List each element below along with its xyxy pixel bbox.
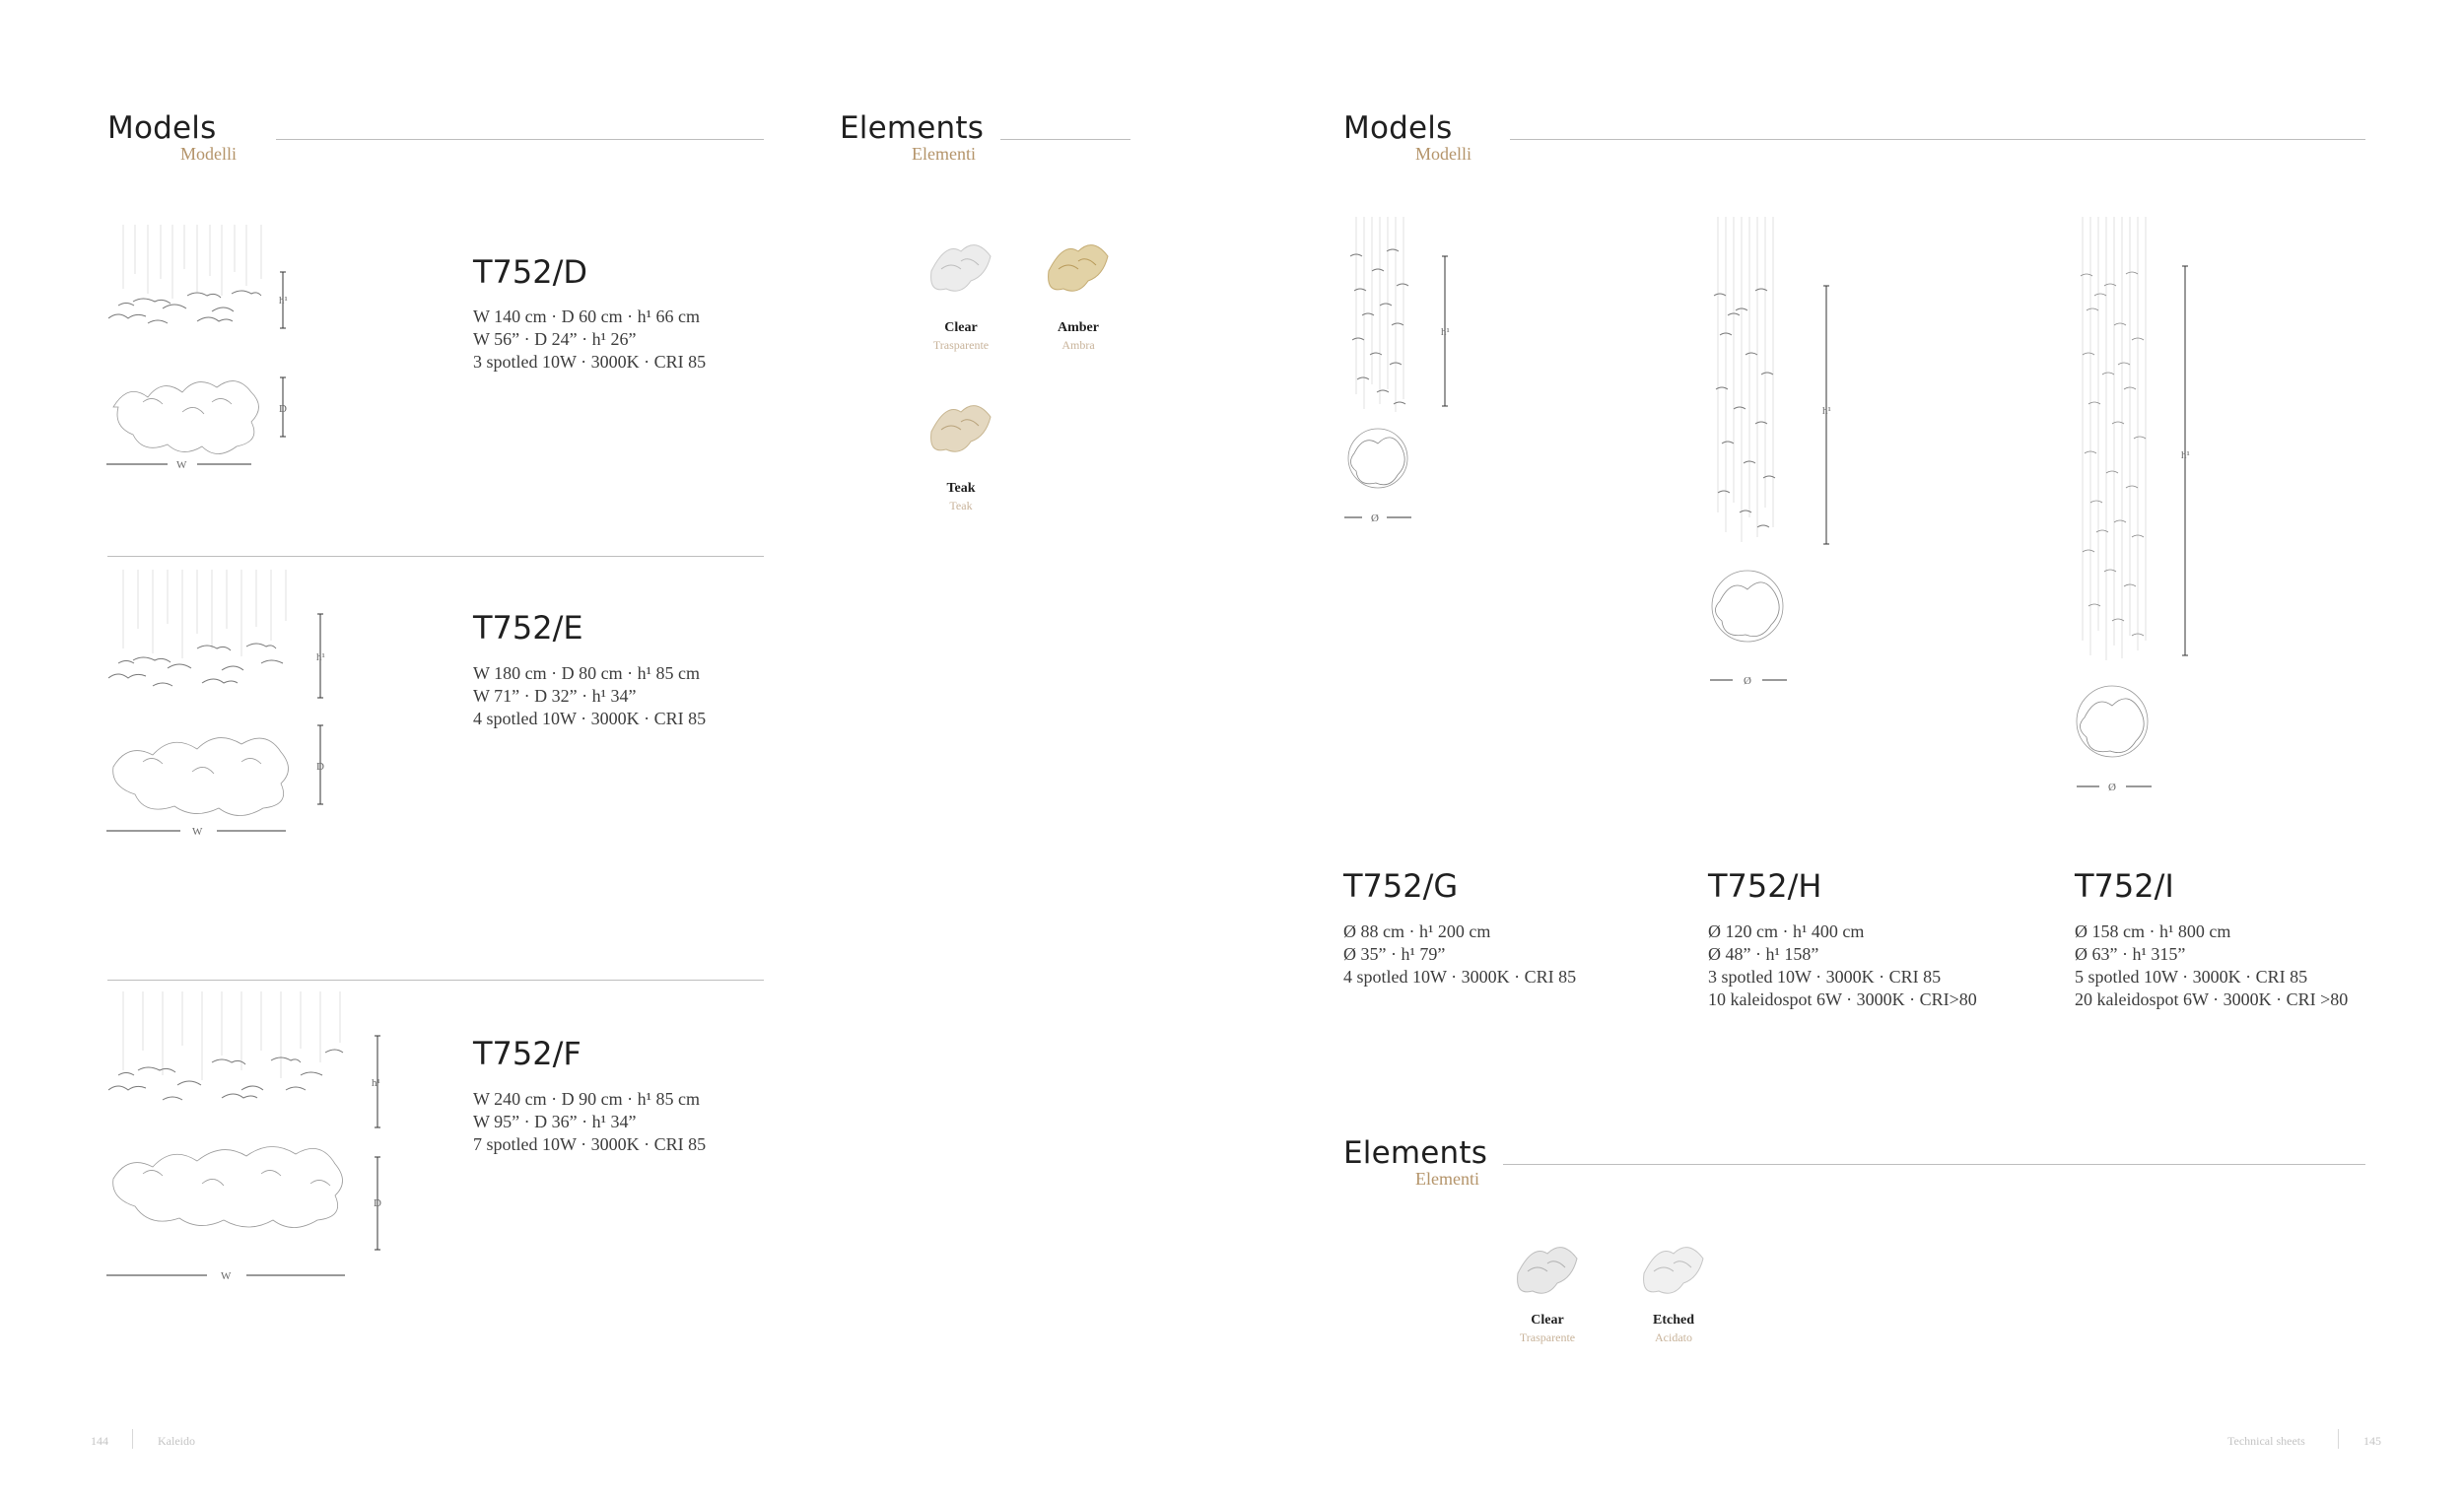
spec-line: Ø 120 cm · h¹ 400 cm [1708, 921, 1865, 941]
model-code: T752/F [473, 1035, 582, 1072]
model-specs [2075, 920, 2348, 1011]
element-name: Teak [946, 481, 976, 496]
svg-text:h¹: h¹ [1822, 405, 1831, 417]
svg-text:W: W [176, 459, 187, 471]
spec-line: 10 kaleidospot 6W · 3000K · CRI>80 [1708, 989, 1977, 1009]
model-specs [473, 662, 706, 730]
svg-text:Ø: Ø [1371, 512, 1379, 524]
model-code: T752/E [473, 609, 583, 647]
footer-title-right: Technical sheets [2227, 1434, 2305, 1448]
model-code: T752/D [473, 253, 588, 291]
element-name: Amber [1058, 320, 1099, 335]
spec-line: Ø 63” · h¹ 315” [2075, 944, 2186, 964]
model-d-drawing [103, 225, 301, 481]
leaf-element-icon [1044, 241, 1113, 306]
models-rule-right [1510, 139, 2365, 140]
spec-line: 7 spotled 10W · 3000K · CRI 85 [473, 1134, 707, 1154]
models-title-left: Models [107, 110, 217, 146]
svg-text:W: W [221, 1270, 232, 1282]
svg-text:h¹: h¹ [2181, 449, 2190, 461]
model-g-drawing [1342, 217, 1461, 532]
model-f-drawing [103, 991, 399, 1287]
spec-line: W 95” · D 36” · h¹ 34” [473, 1112, 637, 1131]
svg-text:W: W [192, 826, 203, 838]
spec-line: 4 spotled 10W · 3000K · CRI 85 [473, 709, 707, 728]
models-rule-left [276, 139, 764, 140]
elements-rule-right [1503, 1164, 2365, 1165]
model-e-drawing [103, 570, 340, 846]
models-title-right: Models [1343, 110, 1453, 146]
models-subtitle-right: Modelli [1415, 144, 1472, 164]
svg-text:h¹: h¹ [279, 295, 288, 307]
leaf-element-icon [926, 402, 995, 466]
svg-text:h¹: h¹ [372, 1077, 380, 1089]
spec-line: 3 spotled 10W · 3000K · CRI 85 [473, 352, 707, 372]
model-code: T752/H [1708, 867, 1822, 905]
spec-line: W 71” · D 32” · h¹ 34” [473, 686, 637, 706]
spec-line: Ø 158 cm · h¹ 800 cm [2075, 921, 2231, 941]
separator-rule [107, 980, 764, 981]
svg-text:h¹: h¹ [1441, 326, 1450, 338]
elements-rule-left [1000, 139, 1130, 140]
model-specs [1343, 920, 1576, 989]
leaf-element-icon [926, 241, 995, 306]
spec-line: 4 spotled 10W · 3000K · CRI 85 [1343, 967, 1577, 987]
footer-title-left: Kaleido [158, 1434, 195, 1448]
model-specs [1708, 920, 1977, 1011]
spec-line: W 56” · D 24” · h¹ 26” [473, 329, 637, 349]
page-number-left: 144 [91, 1434, 108, 1448]
spec-line: Ø 88 cm · h¹ 200 cm [1343, 921, 1491, 941]
elements-title-right: Elements [1343, 1135, 1488, 1171]
elements-title-left: Elements [840, 110, 985, 146]
spec-line: Ø 35” · h¹ 79” [1343, 944, 1446, 964]
separator-rule [107, 556, 764, 557]
leaf-element-icon [1639, 1244, 1708, 1308]
element-subname: Acidato [1655, 1330, 1692, 1344]
elements-subtitle-right: Elementi [1415, 1169, 1479, 1189]
spec-line: 5 spotled 10W · 3000K · CRI 85 [2075, 967, 2308, 987]
spec-line: 20 kaleidospot 6W · 3000K · CRI >80 [2075, 989, 2349, 1009]
model-specs [473, 306, 706, 374]
footer-divider [2338, 1429, 2339, 1449]
element-name: Clear [944, 320, 978, 335]
svg-text:Ø: Ø [2108, 782, 2116, 793]
svg-text:D: D [374, 1197, 381, 1209]
model-h-drawing [1708, 217, 1846, 690]
model-code: T752/G [1343, 867, 1459, 905]
model-code: T752/I [2075, 867, 2174, 905]
element-subname: Trasparente [932, 338, 990, 352]
model-specs [473, 1088, 706, 1156]
elements-subtitle-left: Elementi [912, 144, 976, 164]
spec-line: Ø 48” · h¹ 158” [1708, 944, 1819, 964]
leaf-element-icon [1513, 1244, 1582, 1308]
element-subname: Teak [949, 499, 973, 512]
element-name: Clear [1531, 1313, 1564, 1328]
spec-line: W 180 cm · D 80 cm · h¹ 85 cm [473, 663, 701, 683]
element-name: Etched [1653, 1313, 1694, 1328]
model-i-drawing [2075, 217, 2213, 798]
element-subname: Trasparente [1519, 1330, 1576, 1344]
models-subtitle-left: Modelli [180, 144, 237, 164]
element-subname: Ambra [1061, 338, 1095, 352]
spec-line: 3 spotled 10W · 3000K · CRI 85 [1708, 967, 1942, 987]
svg-text:D: D [316, 761, 324, 773]
svg-text:D: D [279, 403, 287, 415]
svg-text:h¹: h¹ [316, 651, 325, 663]
page-number-right: 145 [2363, 1434, 2381, 1448]
svg-text:Ø: Ø [1744, 675, 1751, 687]
footer-divider [132, 1429, 133, 1449]
spec-line: W 140 cm · D 60 cm · h¹ 66 cm [473, 307, 701, 326]
spec-line: W 240 cm · D 90 cm · h¹ 85 cm [473, 1089, 701, 1109]
